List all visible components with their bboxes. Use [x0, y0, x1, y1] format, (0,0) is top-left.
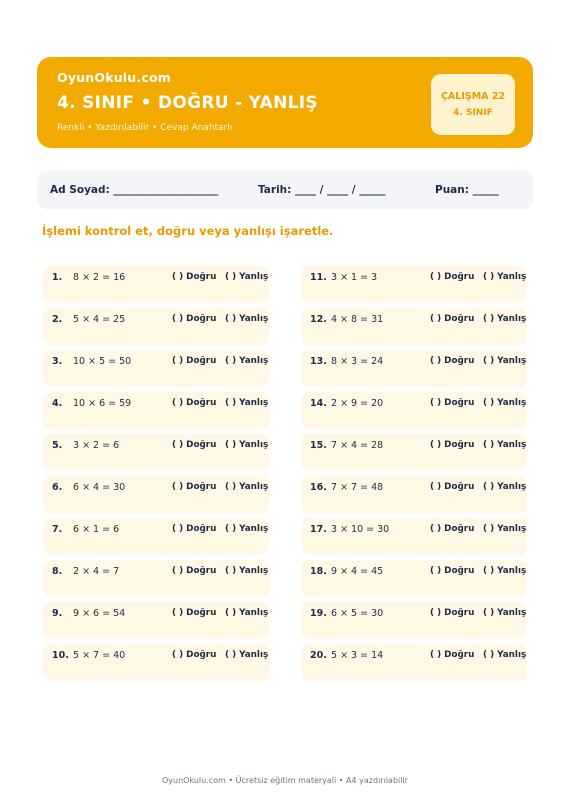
question-row — [43, 560, 269, 597]
question-number: 20. — [310, 650, 327, 661]
option-true[interactable]: ( ) Doğru — [172, 272, 217, 282]
question-number: 14. — [310, 398, 327, 409]
instruction-text: İşlemi kontrol et, doğru veya yanlışı işaretle. — [42, 224, 334, 238]
student-info-bar — [37, 171, 533, 209]
option-false[interactable]: ( ) Yanlış — [483, 398, 527, 408]
question-row — [301, 308, 527, 345]
option-false[interactable]: ( ) Yanlış — [225, 650, 269, 660]
question-number: 19. — [310, 608, 327, 619]
question-number: 5. — [52, 440, 63, 451]
question-row — [301, 560, 527, 597]
option-true[interactable]: ( ) Doğru — [172, 566, 217, 576]
question-number: 9. — [52, 608, 63, 619]
question-number: 13. — [310, 356, 327, 367]
option-false[interactable]: ( ) Yanlış — [483, 566, 527, 576]
option-true[interactable]: ( ) Doğru — [172, 650, 217, 660]
option-false[interactable]: ( ) Yanlış — [483, 356, 527, 366]
worksheet-subtitle: Renkli • Yazdırılabilir • Cevap Anahtarlı — [57, 123, 233, 133]
question-row — [43, 392, 269, 429]
score-field[interactable]: Puan: _____ — [435, 184, 499, 196]
option-false[interactable]: ( ) Yanlış — [225, 524, 269, 534]
option-true[interactable]: ( ) Doğru — [172, 356, 217, 366]
badge-exercise-number: ÇALIŞMA 22 — [440, 91, 506, 102]
option-false[interactable]: ( ) Yanlış — [225, 314, 269, 324]
question-equation: 7 × 4 = 28 — [331, 440, 384, 451]
option-true[interactable]: ( ) Doğru — [430, 272, 475, 282]
option-false[interactable]: ( ) Yanlış — [225, 440, 269, 450]
question-equation: 3 × 1 = 3 — [331, 272, 378, 283]
option-true[interactable]: ( ) Doğru — [172, 440, 217, 450]
question-row — [301, 518, 527, 555]
question-equation: 5 × 4 = 25 — [73, 314, 126, 325]
option-true[interactable]: ( ) Doğru — [172, 314, 217, 324]
question-equation: 2 × 9 = 20 — [331, 398, 384, 409]
question-number: 18. — [310, 566, 327, 577]
option-true[interactable]: ( ) Doğru — [172, 482, 217, 492]
worksheet-header — [37, 57, 533, 148]
option-true[interactable]: ( ) Doğru — [172, 398, 217, 408]
question-column-left — [43, 266, 269, 686]
question-number: 2. — [52, 314, 63, 325]
question-number: 4. — [52, 398, 63, 409]
question-row — [43, 476, 269, 513]
question-equation: 10 × 5 = 50 — [73, 356, 132, 367]
option-false[interactable]: ( ) Yanlış — [225, 608, 269, 618]
option-false[interactable]: ( ) Yanlış — [483, 440, 527, 450]
option-true[interactable]: ( ) Doğru — [430, 524, 475, 534]
name-field[interactable]: Ad Soyad: ____________________ — [50, 184, 219, 196]
option-false[interactable]: ( ) Yanlış — [225, 566, 269, 576]
question-number: 16. — [310, 482, 327, 493]
question-row — [43, 266, 269, 303]
question-row — [43, 434, 269, 471]
question-row — [43, 602, 269, 639]
option-true[interactable]: ( ) Doğru — [430, 398, 475, 408]
worksheet-badge — [431, 74, 515, 135]
question-equation: 6 × 4 = 30 — [73, 482, 126, 493]
option-false[interactable]: ( ) Yanlış — [483, 608, 527, 618]
question-number: 3. — [52, 356, 63, 367]
brand-name: OyunOkulu.com — [57, 70, 171, 85]
question-equation: 3 × 2 = 6 — [73, 440, 120, 451]
question-equation: 4 × 8 = 31 — [331, 314, 384, 325]
question-row — [43, 518, 269, 555]
question-row — [301, 476, 527, 513]
option-true[interactable]: ( ) Doğru — [430, 440, 475, 450]
question-equation: 6 × 1 = 6 — [73, 524, 120, 535]
question-number: 11. — [310, 272, 327, 283]
question-number: 12. — [310, 314, 327, 325]
question-equation: 9 × 4 = 45 — [331, 566, 384, 577]
option-false[interactable]: ( ) Yanlış — [483, 272, 527, 282]
option-true[interactable]: ( ) Doğru — [430, 566, 475, 576]
question-equation: 8 × 2 = 16 — [73, 272, 126, 283]
question-row — [43, 350, 269, 387]
question-row — [301, 350, 527, 387]
page-footer: OyunOkulu.com • Ücretsiz eğitim materyali • A4 yazdırılabilir — [162, 776, 408, 785]
option-true[interactable]: ( ) Doğru — [172, 524, 217, 534]
question-number: 10. — [52, 650, 69, 661]
option-false[interactable]: ( ) Yanlış — [225, 272, 269, 282]
question-row — [43, 308, 269, 345]
option-false[interactable]: ( ) Yanlış — [225, 482, 269, 492]
option-false[interactable]: ( ) Yanlış — [483, 650, 527, 660]
question-number: 17. — [310, 524, 327, 535]
worksheet-title: 4. SINIF • DOĞRU - YANLIŞ — [57, 93, 318, 113]
option-true[interactable]: ( ) Doğru — [430, 608, 475, 618]
question-row — [43, 644, 269, 681]
question-row — [301, 392, 527, 429]
question-number: 7. — [52, 524, 63, 535]
question-row — [301, 434, 527, 471]
question-equation: 5 × 7 = 40 — [73, 650, 126, 661]
question-equation: 10 × 6 = 59 — [73, 398, 132, 409]
option-false[interactable]: ( ) Yanlış — [225, 356, 269, 366]
question-equation: 9 × 6 = 54 — [73, 608, 126, 619]
option-true[interactable]: ( ) Doğru — [430, 356, 475, 366]
option-true[interactable]: ( ) Doğru — [172, 608, 217, 618]
question-equation: 3 × 10 = 30 — [331, 524, 390, 535]
question-number: 1. — [52, 272, 63, 283]
question-row — [301, 602, 527, 639]
question-row — [301, 266, 527, 303]
option-true[interactable]: ( ) Doğru — [430, 482, 475, 492]
question-row — [301, 644, 527, 681]
option-true[interactable]: ( ) Doğru — [430, 650, 475, 660]
option-false[interactable]: ( ) Yanlış — [225, 398, 269, 408]
question-equation: 6 × 5 = 30 — [331, 608, 384, 619]
badge-grade: 4. SINIF — [453, 108, 493, 118]
question-equation: 5 × 3 = 14 — [331, 650, 384, 661]
option-true[interactable]: ( ) Doğru — [430, 314, 475, 324]
question-number: 6. — [52, 482, 63, 493]
question-number: 15. — [310, 440, 327, 451]
question-equation: 8 × 3 = 24 — [331, 356, 384, 367]
option-false[interactable]: ( ) Yanlış — [483, 314, 527, 324]
date-field[interactable]: Tarih: ____ / ____ / _____ — [258, 184, 386, 196]
option-false[interactable]: ( ) Yanlış — [483, 524, 527, 534]
option-false[interactable]: ( ) Yanlış — [483, 482, 527, 492]
question-column-right — [301, 266, 527, 686]
question-equation: 7 × 7 = 48 — [331, 482, 384, 493]
question-equation: 2 × 4 = 7 — [73, 566, 120, 577]
question-number: 8. — [52, 566, 63, 577]
